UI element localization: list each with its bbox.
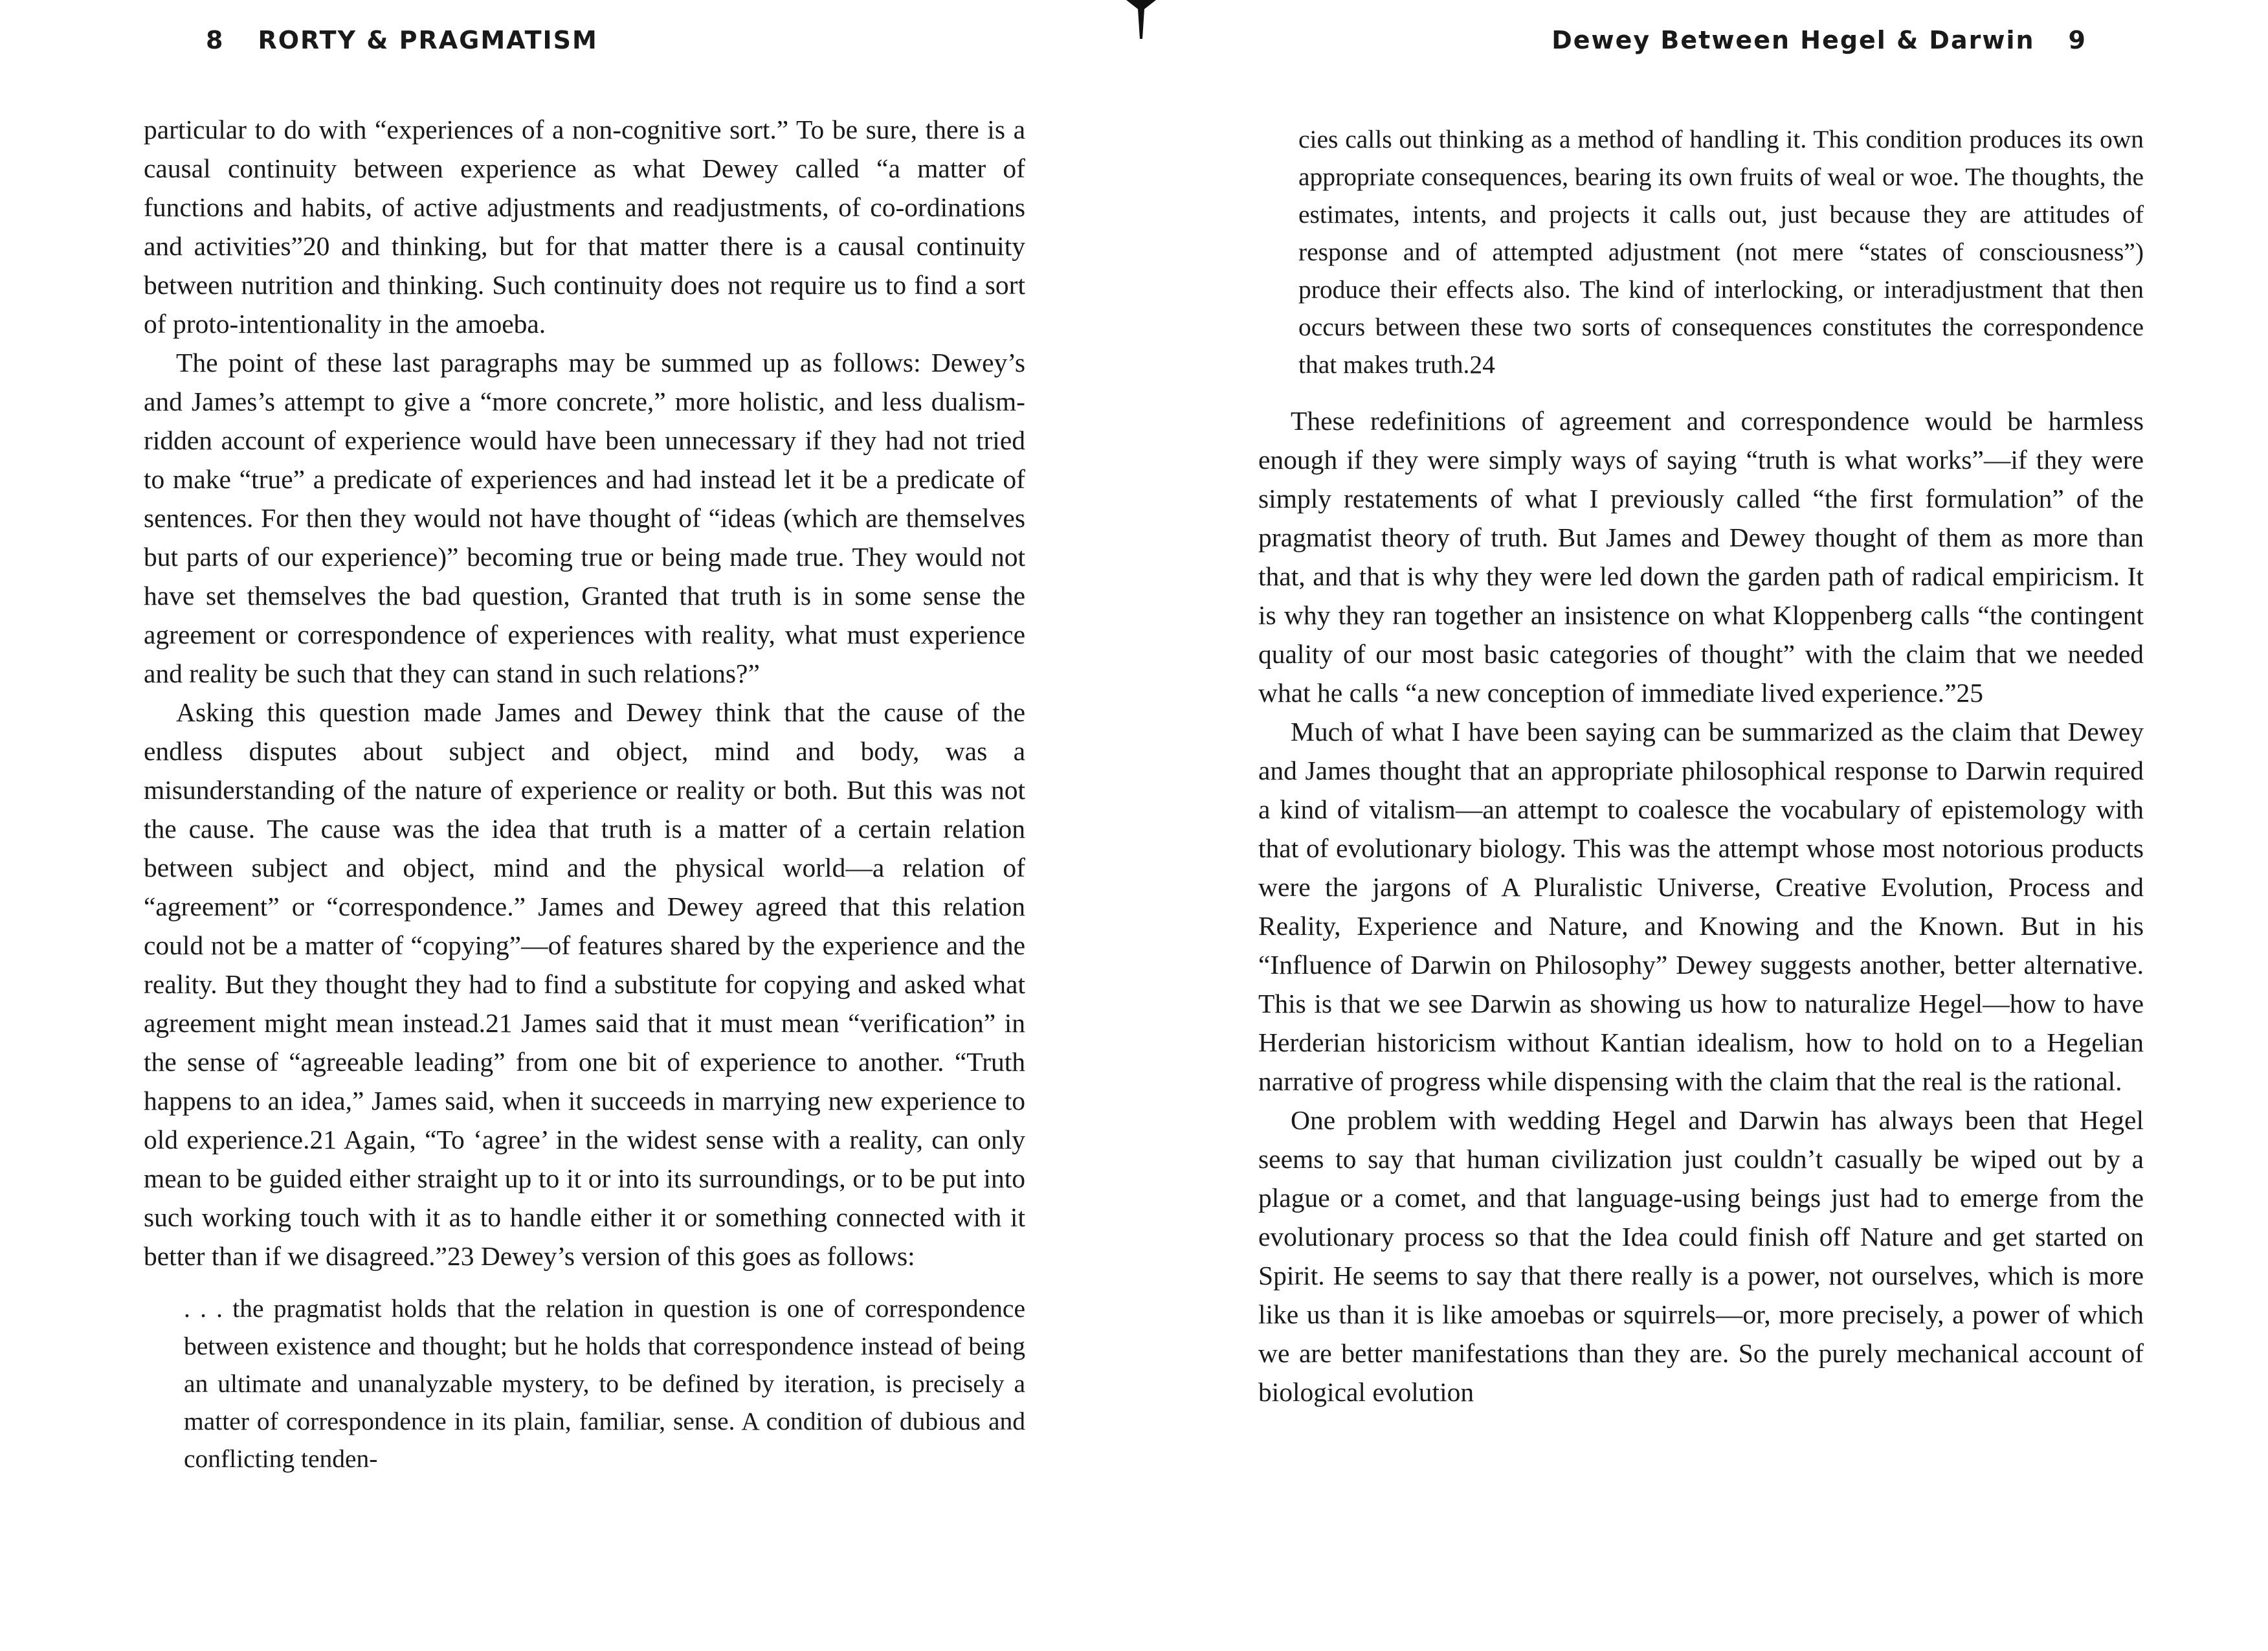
right-text-block: [1258, 120, 2144, 1411]
left-text-block: [144, 110, 1025, 1477]
right-paragraph-3: One problem with wedding Hegel and Darwin has always been that Hegel seems to say that human civilization just couldn’t casually be wiped out by a plague or a comet, and that language-using beings just had to emerge from the evolutionary process so that the Idea could finish off Nature and get started on Spirit. He seems to say that there really is a power, not ourselves, which is more like us than it is like amoebas or squirrels—or, more precisely, a power of which we are better manifestations than they are. So the purely mechanical account of biological evolution: [1258, 1105, 2144, 1407]
left-page-number: 8: [206, 26, 225, 54]
left-running-head: [206, 26, 598, 54]
left-paragraph-3: Asking this question made James and Dewey think that the cause of the endless disputes about subject and object, mind and body, was a misunderstanding of the nature of experience or reality or both. But this was not the cause. The cause was the idea that truth is a matter of a certain relation between subject and object, mind and the physical world—a relation of “agreement” or “correspondence.” James and Dewey agreed that this relation could not be a matter of “copying”—of features shared by the experience and the reality. But they thought they had to find a substitute for copying and asked what agreement might mean instead.21 James said that it must mean “verification” in the sense of “agreeable leading” from one bit of experience to another. “Truth happens to an idea,” James said, when it succeeds in marrying new experience to old experience.21 Again, “To ‘agree’ in the widest sense with a reality, can only mean to be guided either straight up to it or into its surroundings, or to be put into such working touch with it as to handle either it or something connected with it better than if we disagreed.”23 Dewey’s version of this goes as follows:: [144, 697, 1025, 1271]
right-running-head: [1551, 26, 2087, 54]
left-block-quote: . . . the pragmatist holds that the relation in question is one of correspondence between existence and thought; but he holds that correspondence instead of being an ultimate and unanalyzable mystery, to be defined by iteration, is precisely a matter of correspondence in its plain, familiar, sense. A condition of dubious and conflicting tenden-: [184, 1294, 1025, 1473]
left-paragraph-2: The point of these last paragraphs may be summed up as follows: Dewey’s and James’s attempt to give a “more concrete,” more holistic, and less dualism-ridden account of experience would have been unnecessary if they had not tried to make “true” a predicate of experiences and had instead let it be a predicate of sentences. For then they would not have thought of “ideas (which are themselves but parts of our experience)” becoming true or being made true. They would not have set themselves the bad question, Granted that truth is in some sense the agreement or correspondence of experiences with reality, what must experience and reality be such that they can stand in such relations?”: [144, 348, 1025, 688]
right-paragraph-2: Much of what I have been saying can be summarized as the claim that Dewey and James thought that an appropriate philosophical response to Darwin required a kind of vitalism—an attempt to coalesce the vocabulary of epistemology with that of evolutionary biology. This was the attempt whose most notorious products were the jargons of A Pluralistic Universe, Creative Evolution, Process and Reality, Experience and Nature, and Knowing and the Known. But in his “Influence of Darwin on Philosophy” Dewey suggests another, better alternative. This is that we see Darwin as showing us how to naturalize Hegel—how to have Herderian historicism without Kantian idealism, how to hold on to a Hegelian narrative of progress while dispensing with the claim that the real is the rational.: [1258, 717, 2144, 1096]
right-block-quote: cies calls out thinking as a method of handling it. This condition produces its own appropriate consequences, bearing its own fruits of weal or woe. The thoughts, the estimates, intents, and projects it calls out, just because they are attitudes of response and of attempted adjustment (not mere “states of consciousness”) produce their effects also. The kind of interlocking, or interadjustment that then occurs between these two sorts of consequences constitutes the correspondence that makes truth.24: [1298, 125, 2144, 379]
left-running-title: RORTY & PRAGMATISM: [258, 26, 598, 54]
left-paragraph-1: particular to do with “experiences of a non-cognitive sort.” To be sure, there is a causal continuity between experience as what Dewey called “a matter of functions and habits, of active adjustments and readjustments, of co-ordinations and activities”20 and thinking, but for that matter there is a causal continuity between nutrition and thinking. Such continuity does not require us to find a sort of proto-intentionality in the amoeba.: [144, 115, 1025, 339]
right-page-number: 9: [2068, 26, 2087, 54]
right-running-title: Dewey Between Hegel & Darwin: [1551, 26, 2035, 54]
right-page: [1134, 0, 2268, 1651]
right-paragraph-1: These redefinitions of agreement and correspondence would be harmless enough if they were simply ways of saying “truth is what works”—if they were simply restatements of what I previously called “the first formulation” of the pragmatist theory of truth. But James and Dewey thought of them as more than that, and that is why they were led down the garden path of radical empiricism. It is why they ran together an insistence on what Kloppenberg calls “the contingent quality of our most basic categories of thought” with the claim that we needed what he calls “a new conception of immediate lived experience.”25: [1258, 406, 2144, 708]
